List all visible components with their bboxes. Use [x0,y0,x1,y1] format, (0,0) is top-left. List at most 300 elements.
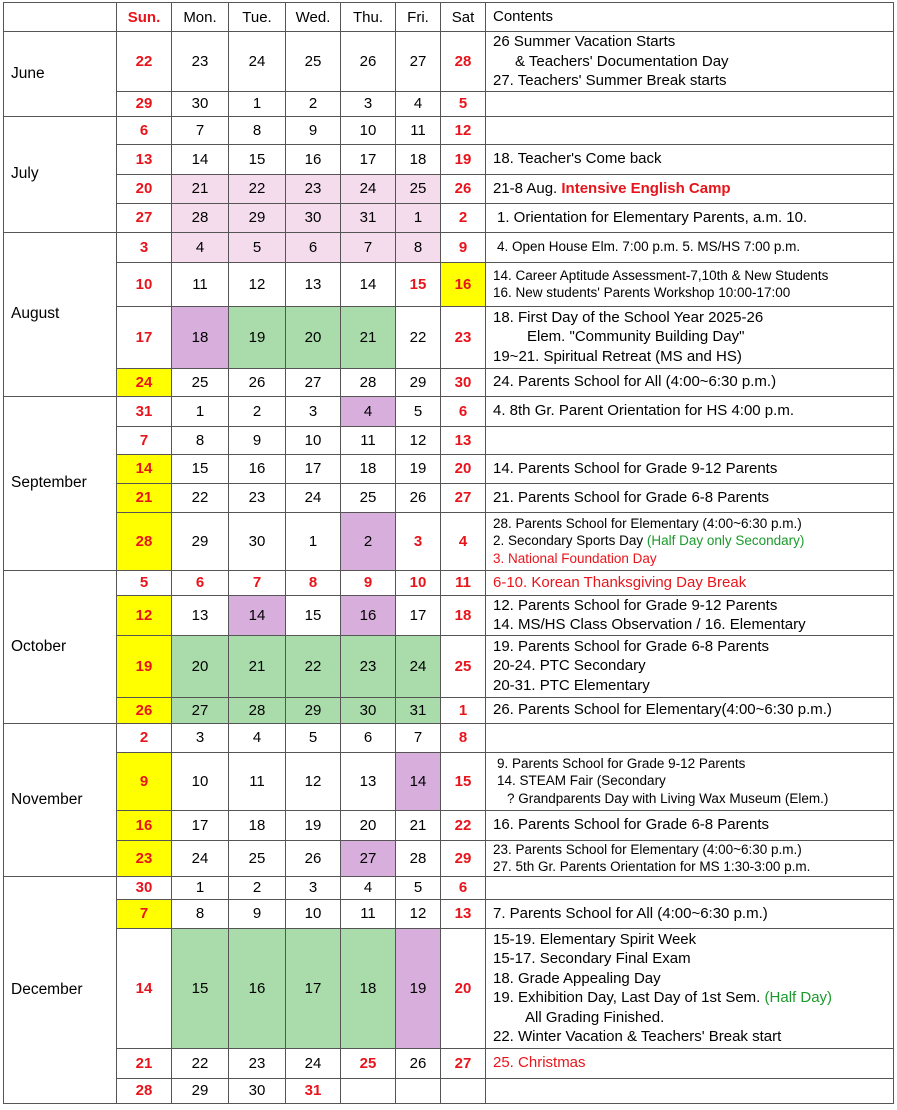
day-cell-sat: 1 [441,697,486,723]
day-cell-sat: 19 [441,144,486,174]
event-text: 20-31. PTC Elementary [493,676,650,694]
day-cell-fri: 26 [396,1048,441,1078]
event-contents [486,876,894,899]
event-contents [486,810,894,840]
week-row [4,928,894,1048]
day-cell-mon: 20 [172,635,229,697]
month-label: December [4,876,117,1103]
day-cell-thu: 3 [341,91,396,116]
week-row [4,203,894,232]
day-cell-sun: 12 [117,595,172,635]
event-contents [486,723,894,752]
day-cell-thu: 26 [341,32,396,92]
day-cell-thu: 28 [341,368,396,396]
week-row [4,752,894,810]
day-cell-sat: 23 [441,306,486,368]
month-label: July [4,116,117,232]
day-cell-sat: 16 [441,262,486,306]
header-mon: Mon. [172,3,229,32]
day-cell-wed: 24 [286,1048,341,1078]
day-cell-sun: 17 [117,306,172,368]
event-text: 9. Parents School for Grade 9-12 Parents [497,755,746,771]
event-text: 21-8 Aug. [493,179,558,197]
week-row [4,144,894,174]
event-contents [486,116,894,144]
month-label: June [4,32,117,117]
header-sun: Sun. [117,3,172,32]
day-cell-mon: 15 [172,928,229,1048]
day-cell-sat: 27 [441,1048,486,1078]
day-cell-fri: 31 [396,697,441,723]
week-row [4,396,894,426]
day-cell-tue: 5 [229,232,286,262]
event-contents [486,570,894,595]
event-text: 14. Parents School for Grade 9-12 Parents [493,459,778,477]
event-text: 21. Parents School for Grade 6-8 Parents [493,488,769,506]
header-month-blank [4,3,117,32]
day-cell-mon: 7 [172,116,229,144]
day-cell-sat: 26 [441,174,486,203]
day-cell-thu: 23 [341,635,396,697]
event-text: 23. Parents School for Elementary (4:00~6:30 p.m.) [493,841,802,857]
day-cell-mon: 21 [172,174,229,203]
day-cell-tue: 1 [229,91,286,116]
event-text: 14. MS/HS Class Observation / 16. Elementary [493,616,806,633]
day-cell-sat: 13 [441,426,486,454]
day-cell-tue: 11 [229,752,286,810]
day-cell-sat: 6 [441,876,486,899]
week-row [4,232,894,262]
day-cell-mon: 1 [172,396,229,426]
day-cell-thu: 11 [341,426,396,454]
day-cell-sat: 5 [441,91,486,116]
event-contents [486,91,894,116]
day-cell-fri: 15 [396,262,441,306]
event-contents [486,1078,894,1103]
event-contents [486,174,894,203]
day-cell-fri: 4 [396,91,441,116]
day-cell-fri: 10 [396,570,441,595]
event-text: 16. New students' Parents Workshop 10:00-17:00 [493,285,791,300]
day-cell-sat: 25 [441,635,486,697]
day-cell-thu: 14 [341,262,396,306]
day-cell-tue: 2 [229,876,286,899]
event-contents [486,899,894,928]
day-cell-sat: 22 [441,810,486,840]
day-cell-sun: 28 [117,512,172,570]
day-cell-sun: 5 [117,570,172,595]
week-row [4,595,894,635]
day-cell-tue: 16 [229,454,286,483]
day-cell-fri: 18 [396,144,441,174]
day-cell-thu: 20 [341,810,396,840]
day-cell-tue: 25 [229,840,286,876]
day-cell-tue: 21 [229,635,286,697]
day-cell-wed: 3 [286,396,341,426]
day-cell-wed: 23 [286,174,341,203]
day-cell-mon: 14 [172,144,229,174]
day-cell-thu: 4 [341,876,396,899]
day-cell-thu: 21 [341,306,396,368]
day-cell-thu: 9 [341,570,396,595]
day-cell-tue: 4 [229,723,286,752]
event-contents [486,595,894,635]
day-cell-fri: 14 [396,752,441,810]
day-cell-tue: 23 [229,1048,286,1078]
day-cell-fri: 29 [396,368,441,396]
event-contents [486,262,894,306]
week-row [4,32,894,92]
event-text: 19~21. Spiritual Retreat (MS and HS) [493,347,742,365]
day-cell-fri: 27 [396,32,441,92]
day-cell-tue: 26 [229,368,286,396]
day-cell-tue: 2 [229,396,286,426]
event-text: 27. Teachers' Summer Break starts [493,72,727,89]
day-cell-sat: 4 [441,512,486,570]
month-label: September [4,396,117,570]
day-cell-sun: 13 [117,144,172,174]
header-sat: Sat [441,3,486,32]
day-cell-mon: 22 [172,483,229,512]
event-text: 19. Exhibition Day, Last Day of 1st Sem. [493,989,761,1006]
week-row [4,306,894,368]
week-row [4,512,894,570]
day-cell-sat: 15 [441,752,486,810]
event-text: 19. Parents School for Grade 6-8 Parents [493,637,769,655]
day-cell-mon: 24 [172,840,229,876]
day-cell-wed: 17 [286,454,341,483]
day-cell-sat: 8 [441,723,486,752]
day-cell-fri: 8 [396,232,441,262]
day-cell-fri: 25 [396,174,441,203]
event-highlight: Intensive English Camp [561,179,731,197]
event-text: 16. Parents School for Grade 6-8 Parents [493,816,769,834]
month-label: August [4,232,117,396]
event-text: ? Grandparents Day with Living Wax Museum (Elem.) [507,790,829,806]
day-cell-tue: 14 [229,595,286,635]
event-text: 25. Christmas [493,1054,586,1072]
event-text: 12. Parents School for Grade 9-12 Parents [493,596,778,614]
day-cell-wed: 16 [286,144,341,174]
week-row [4,91,894,116]
day-cell-sun: 24 [117,368,172,396]
event-contents [486,840,894,876]
day-cell-mon: 29 [172,1078,229,1103]
event-contents [486,306,894,368]
day-cell-wed: 19 [286,810,341,840]
day-cell-wed: 25 [286,32,341,92]
day-cell-sun: 14 [117,928,172,1048]
event-contents [486,426,894,454]
day-cell-sun: 29 [117,91,172,116]
day-cell-sat: 2 [441,203,486,232]
week-row [4,876,894,899]
day-cell-fri: 17 [396,595,441,635]
day-cell-mon: 29 [172,512,229,570]
day-cell-sat: 13 [441,899,486,928]
week-row [4,570,894,595]
day-cell-thu: 11 [341,899,396,928]
day-cell-mon: 30 [172,91,229,116]
event-contents [486,483,894,512]
day-cell-mon: 27 [172,697,229,723]
day-cell-fri: 5 [396,876,441,899]
day-cell-thu: 4 [341,396,396,426]
day-cell-wed: 5 [286,723,341,752]
day-cell-thu: 16 [341,595,396,635]
day-cell-wed: 10 [286,899,341,928]
week-row [4,174,894,203]
day-cell-thu: 25 [341,1048,396,1078]
day-cell-thu: 7 [341,232,396,262]
day-cell-tue: 23 [229,483,286,512]
day-cell-fri: 11 [396,116,441,144]
event-text: 24. Parents School for All (4:00~6:30 p.m.) [493,373,777,391]
day-cell-wed: 29 [286,697,341,723]
event-text: 14. STEAM Fair (Secondary [497,773,666,789]
day-cell-wed: 12 [286,752,341,810]
day-cell-thu: 30 [341,697,396,723]
event-text: 6-10. Korean Thanksgiving Day Break [493,573,747,591]
day-cell-wed: 22 [286,635,341,697]
half-day-note: (Half Day) [764,989,833,1006]
event-text: 14. Career Aptitude Assessment-7,10th & New Students [493,267,829,283]
event-contents [486,1048,894,1078]
week-row [4,1048,894,1078]
week-row [4,697,894,723]
header-tue: Tue. [229,3,286,32]
day-cell-sat: 9 [441,232,486,262]
day-cell-wed: 3 [286,876,341,899]
day-cell-sat: 12 [441,116,486,144]
event-contents [486,368,894,396]
week-row [4,1078,894,1103]
day-cell-mon: 18 [172,306,229,368]
day-cell-mon: 11 [172,262,229,306]
day-cell-tue: 18 [229,810,286,840]
event-text: All Grading Finished. [525,1008,665,1026]
header-row [4,3,894,32]
event-text: 26. Parents School for Elementary(4:00~6:30 p.m.) [493,701,832,719]
day-cell-thu [341,1078,396,1103]
day-cell-sat: 28 [441,32,486,92]
day-cell-sat [441,1078,486,1103]
week-row [4,840,894,876]
day-cell-tue: 12 [229,262,286,306]
week-row [4,483,894,512]
week-row [4,635,894,697]
event-text: 15-19. Elementary Spirit Week [493,930,697,948]
event-text: 7. Parents School for All (4:00~6:30 p.m.) [493,904,768,922]
day-cell-thu: 2 [341,512,396,570]
day-cell-sat: 30 [441,368,486,396]
event-contents [486,928,894,1048]
day-cell-sun: 9 [117,752,172,810]
event-contents [486,144,894,174]
header-contents: Contents [486,3,894,32]
school-calendar-table [3,2,894,1104]
holiday-text: 3. National Foundation Day [493,550,657,566]
day-cell-mon: 15 [172,454,229,483]
day-cell-fri: 19 [396,928,441,1048]
day-cell-fri [396,1078,441,1103]
day-cell-thu: 18 [341,928,396,1048]
day-cell-thu: 17 [341,144,396,174]
day-cell-fri: 28 [396,840,441,876]
month-label: November [4,723,117,876]
day-cell-sun: 22 [117,32,172,92]
day-cell-wed: 8 [286,570,341,595]
day-cell-sun: 20 [117,174,172,203]
day-cell-tue: 16 [229,928,286,1048]
day-cell-sun: 2 [117,723,172,752]
day-cell-tue: 28 [229,697,286,723]
day-cell-sun: 30 [117,876,172,899]
day-cell-mon: 10 [172,752,229,810]
day-cell-tue: 19 [229,306,286,368]
event-text: 18. Teacher's Come back [493,150,662,168]
event-contents [486,752,894,810]
day-cell-mon: 23 [172,32,229,92]
event-text: 1. Orientation for Elementary Parents, a.m. 10. [497,208,808,226]
week-row [4,116,894,144]
event-contents [486,697,894,723]
day-cell-tue: 7 [229,570,286,595]
day-cell-tue: 15 [229,144,286,174]
day-cell-thu: 24 [341,174,396,203]
day-cell-mon: 22 [172,1048,229,1078]
event-text: 22. Winter Vacation & Teachers' Break start [493,1028,782,1045]
day-cell-sun: 6 [117,116,172,144]
day-cell-tue: 8 [229,116,286,144]
day-cell-mon: 1 [172,876,229,899]
header-wed: Wed. [286,3,341,32]
event-contents [486,512,894,570]
day-cell-wed: 10 [286,426,341,454]
day-cell-fri: 1 [396,203,441,232]
day-cell-fri: 12 [396,426,441,454]
day-cell-sat: 20 [441,454,486,483]
day-cell-thu: 10 [341,116,396,144]
event-text: 4. Open House Elm. 7:00 p.m. 5. MS/HS 7:00 p.m. [497,239,801,255]
event-contents [486,32,894,92]
event-contents [486,203,894,232]
day-cell-mon: 6 [172,570,229,595]
day-cell-thu: 13 [341,752,396,810]
day-cell-sun: 7 [117,426,172,454]
week-row [4,426,894,454]
week-row [4,899,894,928]
event-text: 27. 5th Gr. Parents Orientation for MS 1:30-3:00 p.m. [493,859,811,874]
day-cell-fri: 26 [396,483,441,512]
day-cell-wed: 26 [286,840,341,876]
day-cell-wed: 6 [286,232,341,262]
event-contents [486,396,894,426]
event-text: 15-17. Secondary Final Exam [493,950,691,967]
day-cell-mon: 3 [172,723,229,752]
day-cell-fri: 24 [396,635,441,697]
day-cell-sat: 27 [441,483,486,512]
week-row [4,723,894,752]
event-contents [486,232,894,262]
day-cell-sat: 18 [441,595,486,635]
day-cell-sun: 21 [117,483,172,512]
day-cell-thu: 6 [341,723,396,752]
day-cell-fri: 3 [396,512,441,570]
day-cell-fri: 21 [396,810,441,840]
day-cell-mon: 25 [172,368,229,396]
day-cell-thu: 18 [341,454,396,483]
day-cell-wed: 9 [286,116,341,144]
day-cell-tue: 30 [229,512,286,570]
day-cell-tue: 9 [229,426,286,454]
day-cell-fri: 7 [396,723,441,752]
day-cell-sun: 21 [117,1048,172,1078]
day-cell-tue: 30 [229,1078,286,1103]
day-cell-sun: 27 [117,203,172,232]
day-cell-mon: 8 [172,426,229,454]
event-text: 4. 8th Gr. Parent Orientation for HS 4:00 p.m. [493,402,794,420]
event-text: 2. Secondary Sports Day [493,533,644,549]
week-row [4,368,894,396]
day-cell-sun: 23 [117,840,172,876]
day-cell-wed: 1 [286,512,341,570]
event-text: 18. Grade Appealing Day [493,969,661,987]
day-cell-mon: 4 [172,232,229,262]
day-cell-wed: 27 [286,368,341,396]
day-cell-thu: 27 [341,840,396,876]
event-text: 28. Parents School for Elementary (4:00~6:30 p.m.) [493,515,802,531]
day-cell-tue: 9 [229,899,286,928]
day-cell-wed: 24 [286,483,341,512]
day-cell-sat: 6 [441,396,486,426]
day-cell-sun: 3 [117,232,172,262]
month-label: October [4,570,117,723]
day-cell-wed: 2 [286,91,341,116]
day-cell-wed: 13 [286,262,341,306]
event-text: 18. First Day of the School Year 2025-26 [493,308,764,326]
day-cell-wed: 15 [286,595,341,635]
event-text: & Teachers' Documentation Day [515,52,729,70]
day-cell-tue: 22 [229,174,286,203]
day-cell-mon: 8 [172,899,229,928]
day-cell-wed: 17 [286,928,341,1048]
day-cell-tue: 24 [229,32,286,92]
week-row [4,454,894,483]
header-fri: Fri. [396,3,441,32]
day-cell-sat: 20 [441,928,486,1048]
day-cell-mon: 17 [172,810,229,840]
week-row [4,810,894,840]
event-contents [486,635,894,697]
week-row [4,262,894,306]
day-cell-fri: 19 [396,454,441,483]
day-cell-mon: 28 [172,203,229,232]
day-cell-thu: 31 [341,203,396,232]
day-cell-sun: 7 [117,899,172,928]
day-cell-sun: 14 [117,454,172,483]
day-cell-sun: 26 [117,697,172,723]
day-cell-sat: 11 [441,570,486,595]
header-thu: Thu. [341,3,396,32]
day-cell-sun: 16 [117,810,172,840]
day-cell-sun: 28 [117,1078,172,1103]
day-cell-sun: 31 [117,396,172,426]
half-day-note: (Half Day only Secondary) [646,533,805,549]
day-cell-fri: 12 [396,899,441,928]
event-text: 20-24. PTC Secondary [493,657,646,675]
day-cell-wed: 31 [286,1078,341,1103]
